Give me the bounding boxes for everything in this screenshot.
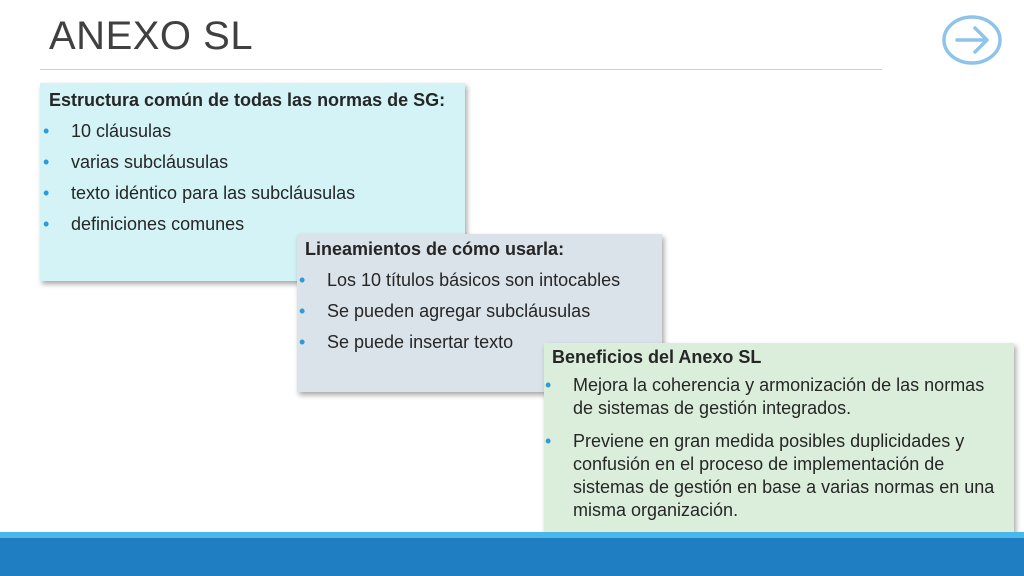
list-item: • Los 10 títulos básicos son intocables [327, 265, 662, 296]
title-divider [40, 69, 882, 70]
list-item: • definiciones comunes [71, 209, 465, 240]
structure-box-title: Estructura común de todas las normas de SG: [49, 90, 446, 110]
benefits-box-title: Beneficios del Anexo SL [552, 347, 762, 367]
arrow-right-circle-icon-graphic [941, 14, 1003, 66]
footer-bar [0, 538, 1024, 576]
list-item: • Se pueden agregar subcláusulas [327, 296, 662, 327]
guidelines-box-title: Lineamientos de cómo usarla: [305, 239, 565, 259]
list-item: • Previene en gran medida posibles duplicidades y confusión en el proceso de implementación de sistemas de gestión en base a varias normas en una misma organización. [573, 430, 1002, 522]
benefits-list [552, 374, 1002, 522]
list-item: • Se puede insertar texto [327, 327, 662, 358]
arrow-right-circle-icon[interactable] [941, 14, 1003, 66]
list-item: • Mejora la coherencia y armonización de las normas de sistemas de gestión integrados. [573, 374, 1002, 420]
structure-list [49, 116, 465, 240]
benefits-box [544, 343, 1014, 542]
slide-title: ANEXO SL [49, 14, 254, 58]
list-item: • 10 cláusulas [71, 116, 465, 147]
list-item: • texto idéntico para las subcláusulas [71, 178, 465, 209]
list-item: • varias subcláusulas [71, 147, 465, 178]
